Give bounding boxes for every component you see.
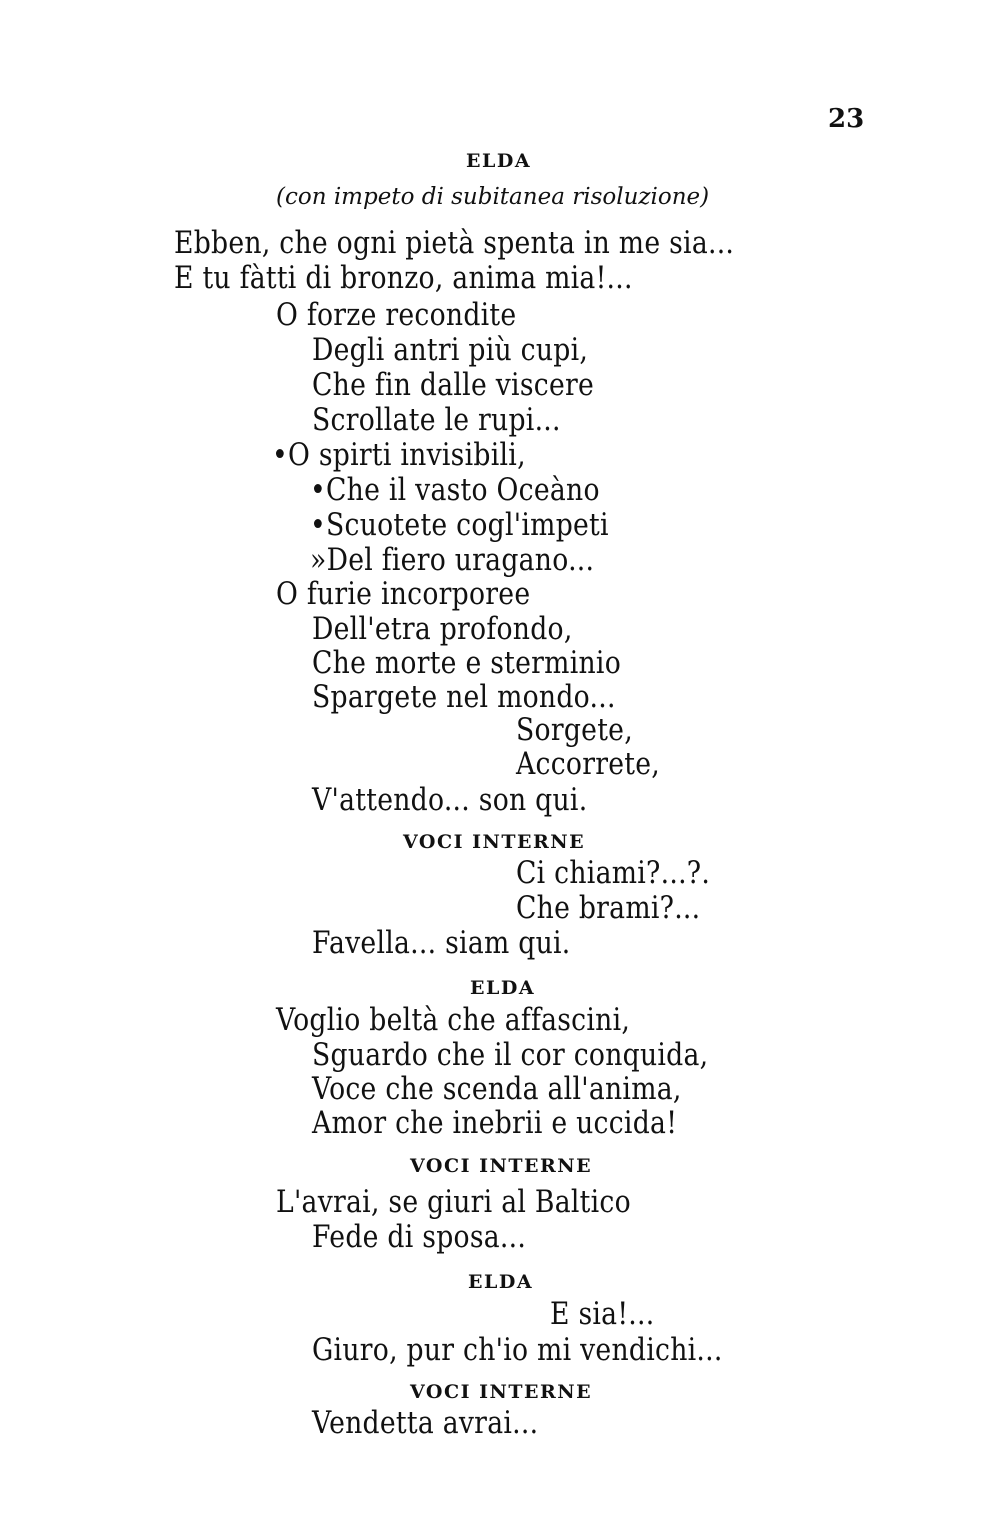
verse-line: Ebben, che ogni pietà spenta in me sia... bbox=[174, 225, 735, 261]
speaker-label: VOCI INTERNE bbox=[410, 1155, 593, 1177]
verse-line: Scrollate le rupi... bbox=[312, 402, 561, 438]
page-number: 23 bbox=[828, 104, 865, 134]
verse-line: Giuro, pur ch'io mi vendichi... bbox=[312, 1332, 723, 1368]
verse-line: Dell'etra profondo, bbox=[312, 611, 573, 647]
verse-line: E sia!... bbox=[550, 1296, 655, 1332]
speaker-label: ELDA bbox=[470, 977, 536, 999]
verse-line: V'attendo... son qui. bbox=[312, 782, 588, 818]
verse-line: Amor che inebrii e uccida! bbox=[312, 1105, 678, 1141]
verse-line: Spargete nel mondo... bbox=[312, 679, 616, 715]
verse-line: Voglio beltà che affascini, bbox=[276, 1002, 631, 1038]
verse-line: O furie incorporee bbox=[276, 576, 531, 612]
verse-line: Che fin dalle viscere bbox=[312, 367, 595, 403]
verse-line: L'avrai, se giuri al Baltico bbox=[276, 1184, 631, 1220]
verse-line: Fede di sposa... bbox=[312, 1219, 527, 1255]
verse-line: Favella... siam qui. bbox=[312, 925, 571, 961]
speaker-label: VOCI INTERNE bbox=[403, 831, 586, 853]
verse-line: Che morte e sterminio bbox=[312, 645, 622, 681]
verse-line: E tu fàtti di bronzo, anima mia!... bbox=[174, 260, 633, 296]
verse-line: Degli antri più cupi, bbox=[312, 332, 589, 368]
verse-line: Voce che scenda all'anima, bbox=[312, 1071, 682, 1107]
verse-line: Vendetta avrai... bbox=[312, 1405, 539, 1441]
verse-line: Accorrete, bbox=[516, 746, 660, 782]
verse-line: »Del fiero uragano... bbox=[310, 542, 595, 578]
verse-line: •Scuotete cogl'impeti bbox=[310, 507, 609, 543]
verse-line: Ci chiami?...?. bbox=[516, 855, 711, 891]
speaker-label: VOCI INTERNE bbox=[410, 1381, 593, 1403]
speaker-label: ELDA bbox=[466, 150, 532, 172]
verse-line: •Che il vasto Oceàno bbox=[310, 472, 600, 508]
verse-line: •O spirti invisibili, bbox=[272, 437, 526, 473]
speaker-label: ELDA bbox=[468, 1271, 534, 1293]
verse-line: Che brami?... bbox=[516, 890, 701, 926]
stage-direction: (con impeto di subitanea risoluzione) bbox=[276, 184, 710, 210]
verse-line: O forze recondite bbox=[276, 297, 517, 333]
verse-line: Sguardo che il cor conquida, bbox=[312, 1037, 709, 1073]
verse-line: Sorgete, bbox=[516, 712, 633, 748]
